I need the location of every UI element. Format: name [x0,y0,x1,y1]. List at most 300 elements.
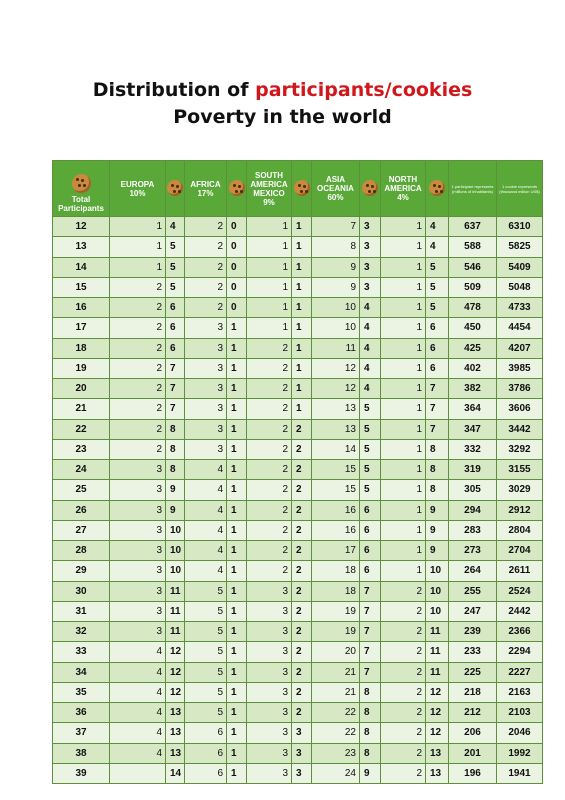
cell-participant-value: 233 [449,642,497,662]
cell-asia: 15 [312,480,360,500]
cell-participant-value: 382 [449,379,497,399]
cell-asia: 10 [312,298,360,318]
cell-europa: 2 [110,277,166,297]
header-north-america-cookie [426,161,449,217]
cell-africa-cookies: 1 [227,500,247,520]
cell-asia-cookies: 6 [360,520,381,540]
cell-north-america-cookies: 7 [426,419,449,439]
cell-cookie-value: 5048 [497,277,543,297]
cell-asia-cookies: 5 [360,419,381,439]
table-row [53,298,543,318]
cell-africa: 6 [185,763,227,783]
cell-europa-cookies: 11 [166,601,185,621]
cell-europa: 3 [110,520,166,540]
cell-participant-value: 294 [449,500,497,520]
cell-total-participants: 29 [53,561,110,581]
cell-africa: 5 [185,662,227,682]
cell-africa: 2 [185,237,227,257]
cell-cookie-value: 3786 [497,379,543,399]
cell-north-america: 1 [381,460,426,480]
cell-participant-value: 509 [449,277,497,297]
cell-cookie-value: 4733 [497,298,543,318]
cell-south-america: 3 [247,662,292,682]
cell-south-america: 2 [247,480,292,500]
cell-europa: 2 [110,358,166,378]
cell-total-participants: 15 [53,277,110,297]
cell-total-participants: 39 [53,763,110,783]
header-asia-label: ASIA OCEANIA 60% [317,175,354,202]
cell-africa: 3 [185,358,227,378]
cell-africa: 2 [185,277,227,297]
cell-africa-cookies: 1 [227,561,247,581]
cell-africa-cookies: 1 [227,419,247,439]
cell-asia: 22 [312,703,360,723]
cell-south-america: 3 [247,581,292,601]
cell-europa-cookies: 10 [166,541,185,561]
cell-total-participants: 37 [53,723,110,743]
cell-north-america-cookies: 11 [426,622,449,642]
cell-asia: 20 [312,642,360,662]
table-row [53,500,543,520]
cell-africa-cookies: 1 [227,318,247,338]
cell-total-participants: 17 [53,318,110,338]
cell-north-america-cookies: 8 [426,480,449,500]
cell-north-america: 1 [381,520,426,540]
cell-south-america: 1 [247,277,292,297]
cell-north-america: 2 [381,763,426,783]
header-participant-label: 1 participant represents (millions of inhabitants) [451,183,494,194]
header-asia-cookie [360,161,381,217]
cell-south-america-cookies: 2 [292,622,312,642]
cell-total-participants: 26 [53,500,110,520]
table-row [53,601,543,621]
cell-south-america: 2 [247,358,292,378]
cell-south-america-cookies: 3 [292,743,312,763]
cell-asia-cookies: 6 [360,541,381,561]
cell-asia: 21 [312,682,360,702]
cell-africa: 5 [185,642,227,662]
cell-africa-cookies: 0 [227,217,247,237]
cell-asia-cookies: 7 [360,622,381,642]
table-row [53,520,543,540]
cell-asia-cookies: 8 [360,703,381,723]
cell-south-america-cookies: 1 [292,358,312,378]
cell-south-america-cookies: 3 [292,723,312,743]
cell-europa: 4 [110,743,166,763]
cell-asia: 14 [312,439,360,459]
table-header-row [53,161,543,217]
cell-north-america-cookies: 9 [426,500,449,520]
cell-africa-cookies: 0 [227,298,247,318]
cell-cookie-value: 2912 [497,500,543,520]
cell-europa: 4 [110,682,166,702]
cell-north-america: 1 [381,480,426,500]
cell-europa-cookies: 8 [166,439,185,459]
cell-north-america-cookies: 6 [426,318,449,338]
cell-participant-value: 637 [449,217,497,237]
cell-asia: 8 [312,237,360,257]
cell-europa: 3 [110,601,166,621]
table-row [53,358,543,378]
cell-participant-value: 283 [449,520,497,540]
distribution-table [52,160,543,784]
cell-africa-cookies: 1 [227,379,247,399]
cell-total-participants: 27 [53,520,110,540]
cell-europa: 2 [110,399,166,419]
cell-europa-cookies: 5 [166,277,185,297]
cell-asia-cookies: 8 [360,743,381,763]
table-row [53,682,543,702]
cell-africa-cookies: 1 [227,480,247,500]
cell-north-america-cookies: 12 [426,723,449,743]
cell-cookie-value: 3155 [497,460,543,480]
cell-asia: 16 [312,520,360,540]
cell-africa: 6 [185,743,227,763]
cell-north-america-cookies: 4 [426,237,449,257]
cell-north-america-cookies: 5 [426,277,449,297]
table-row [53,379,543,399]
cell-south-america-cookies: 2 [292,682,312,702]
cell-asia-cookies: 7 [360,662,381,682]
cell-south-america: 2 [247,379,292,399]
cell-africa: 5 [185,622,227,642]
cell-africa-cookies: 1 [227,541,247,561]
cell-africa-cookies: 0 [227,237,247,257]
cell-asia: 13 [312,419,360,439]
cell-europa: 2 [110,439,166,459]
cell-participant-value: 402 [449,358,497,378]
cell-participant-value: 196 [449,763,497,783]
table-row [53,763,543,783]
cell-north-america: 1 [381,541,426,561]
cell-north-america: 1 [381,358,426,378]
cell-africa: 3 [185,419,227,439]
cell-africa: 3 [185,439,227,459]
table-row [53,338,543,358]
cell-north-america: 2 [381,682,426,702]
cell-north-america-cookies: 5 [426,298,449,318]
cell-total-participants: 24 [53,460,110,480]
cell-participant-value: 247 [449,601,497,621]
cell-europa-cookies: 7 [166,399,185,419]
cell-asia-cookies: 7 [360,642,381,662]
cell-asia-cookies: 3 [360,237,381,257]
cell-north-america: 1 [381,298,426,318]
table-row [53,703,543,723]
cell-africa: 5 [185,601,227,621]
cell-south-america: 2 [247,399,292,419]
cell-cookie-value: 4454 [497,318,543,338]
cell-north-america: 2 [381,642,426,662]
cell-europa-cookies: 8 [166,419,185,439]
header-asia [312,161,360,217]
cell-south-america-cookies: 1 [292,338,312,358]
cell-south-america-cookies: 1 [292,237,312,257]
cell-cookie-value: 2294 [497,642,543,662]
cell-cookie-value: 3029 [497,480,543,500]
cell-south-america: 2 [247,541,292,561]
cell-africa: 4 [185,561,227,581]
cell-asia-cookies: 6 [360,500,381,520]
cell-cookie-value: 6310 [497,217,543,237]
cell-europa-cookies: 7 [166,358,185,378]
cell-africa-cookies: 1 [227,439,247,459]
cell-south-america-cookies: 2 [292,500,312,520]
cell-africa-cookies: 1 [227,642,247,662]
cell-total-participants: 12 [53,217,110,237]
header-total [53,161,110,217]
cell-north-america-cookies: 7 [426,379,449,399]
cell-south-america-cookies: 2 [292,642,312,662]
cell-north-america: 2 [381,581,426,601]
cell-south-america-cookies: 2 [292,662,312,682]
header-south-america [247,161,292,217]
cell-north-america-cookies: 11 [426,642,449,662]
cell-north-america-cookies: 7 [426,399,449,419]
cell-cookie-value: 3292 [497,439,543,459]
cell-asia-cookies: 6 [360,561,381,581]
cell-europa: 3 [110,622,166,642]
cell-total-participants: 32 [53,622,110,642]
cell-europa: 4 [110,703,166,723]
cell-cookie-value: 1941 [497,763,543,783]
cell-total-participants: 16 [53,298,110,318]
cell-north-america: 1 [381,338,426,358]
cell-north-america-cookies: 8 [426,439,449,459]
cell-south-america: 1 [247,257,292,277]
table-row [53,237,543,257]
cell-north-america-cookies: 9 [426,541,449,561]
cell-asia-cookies: 7 [360,601,381,621]
cell-south-america: 3 [247,703,292,723]
cell-europa-cookies: 9 [166,500,185,520]
cell-participant-value: 319 [449,460,497,480]
cell-north-america: 1 [381,561,426,581]
cookie-icon [72,174,91,193]
cell-europa-cookies: 11 [166,622,185,642]
table-row [53,399,543,419]
cell-south-america-cookies: 2 [292,541,312,561]
table-row [53,622,543,642]
cell-asia-cookies: 3 [360,217,381,237]
cell-south-america: 3 [247,743,292,763]
cell-africa: 3 [185,379,227,399]
cell-africa: 2 [185,217,227,237]
cell-europa-cookies: 12 [166,662,185,682]
cell-africa: 4 [185,541,227,561]
cell-europa [110,763,166,783]
cell-north-america: 1 [381,217,426,237]
title-prefix: Distribution of [92,79,256,101]
header-africa [185,161,227,217]
cell-south-america-cookies: 2 [292,581,312,601]
cell-europa: 1 [110,257,166,277]
cell-south-america: 2 [247,561,292,581]
header-north-america-label: NORTH AMERICA 4% [384,175,422,202]
cell-participant-value: 425 [449,338,497,358]
cell-cookie-value: 2442 [497,601,543,621]
cell-south-america-cookies: 2 [292,601,312,621]
cell-europa-cookies: 12 [166,642,185,662]
cell-south-america-cookies: 1 [292,217,312,237]
cell-asia: 17 [312,541,360,561]
cell-europa-cookies: 12 [166,682,185,702]
cell-participant-value: 450 [449,318,497,338]
cell-europa-cookies: 8 [166,460,185,480]
cell-asia-cookies: 5 [360,480,381,500]
cell-africa: 4 [185,480,227,500]
cell-asia-cookies: 8 [360,723,381,743]
cell-south-america-cookies: 2 [292,480,312,500]
cell-europa: 1 [110,237,166,257]
cell-south-america: 1 [247,237,292,257]
table-row [53,277,543,297]
cell-asia-cookies: 4 [360,338,381,358]
cell-south-america-cookies: 2 [292,439,312,459]
cell-cookie-value: 2046 [497,723,543,743]
header-north-america [381,161,426,217]
cell-africa: 2 [185,298,227,318]
cell-south-america: 3 [247,682,292,702]
header-europa [110,161,166,217]
cell-cookie-value: 2163 [497,682,543,702]
cell-total-participants: 14 [53,257,110,277]
cell-south-america: 3 [247,723,292,743]
cell-cookie-value: 3442 [497,419,543,439]
cell-south-america: 2 [247,338,292,358]
cell-north-america: 2 [381,662,426,682]
cell-total-participants: 18 [53,338,110,358]
cell-asia: 12 [312,379,360,399]
cell-north-america: 1 [381,257,426,277]
table-row [53,439,543,459]
cell-europa-cookies: 7 [166,379,185,399]
cell-north-america: 1 [381,419,426,439]
cell-south-america-cookies: 2 [292,460,312,480]
cell-africa-cookies: 1 [227,581,247,601]
cell-europa: 3 [110,541,166,561]
cell-asia: 11 [312,338,360,358]
cell-asia: 12 [312,358,360,378]
cell-south-america: 2 [247,460,292,480]
cell-cookie-value: 4207 [497,338,543,358]
cell-europa: 3 [110,581,166,601]
cell-participant-value: 332 [449,439,497,459]
cell-participant-value: 478 [449,298,497,318]
cell-north-america-cookies: 10 [426,601,449,621]
cell-total-participants: 21 [53,399,110,419]
cookie-icon [429,180,445,196]
cell-north-america: 2 [381,601,426,621]
cell-south-america-cookies: 2 [292,703,312,723]
cell-north-america-cookies: 5 [426,257,449,277]
cell-africa: 6 [185,723,227,743]
cell-south-america: 2 [247,500,292,520]
cell-europa-cookies: 5 [166,257,185,277]
cell-cookie-value: 5409 [497,257,543,277]
cell-africa: 5 [185,581,227,601]
cell-north-america: 1 [381,318,426,338]
cell-asia: 23 [312,743,360,763]
cell-africa-cookies: 1 [227,763,247,783]
cell-africa: 2 [185,257,227,277]
cell-cookie-value: 2524 [497,581,543,601]
cell-participant-value: 364 [449,399,497,419]
cell-participant-value: 588 [449,237,497,257]
cell-asia-cookies: 4 [360,298,381,318]
cell-cookie-value: 3985 [497,358,543,378]
cell-africa-cookies: 0 [227,257,247,277]
cell-south-america: 3 [247,642,292,662]
cell-north-america-cookies: 12 [426,703,449,723]
cell-total-participants: 25 [53,480,110,500]
cell-south-america-cookies: 1 [292,379,312,399]
cell-africa-cookies: 1 [227,622,247,642]
cookie-icon [167,180,183,196]
cell-asia: 7 [312,217,360,237]
cell-total-participants: 30 [53,581,110,601]
cell-south-america: 1 [247,318,292,338]
cell-asia: 9 [312,277,360,297]
cell-africa-cookies: 0 [227,277,247,297]
cell-north-america: 1 [381,399,426,419]
cell-europa: 3 [110,561,166,581]
cell-north-america-cookies: 10 [426,561,449,581]
cell-europa: 2 [110,338,166,358]
cell-asia: 10 [312,318,360,338]
cell-africa-cookies: 1 [227,703,247,723]
cell-europa: 3 [110,460,166,480]
cell-europa-cookies: 10 [166,561,185,581]
cell-europa: 3 [110,500,166,520]
cell-participant-value: 347 [449,419,497,439]
table-row [53,723,543,743]
cell-south-america: 2 [247,419,292,439]
cell-europa-cookies: 13 [166,743,185,763]
cell-asia: 18 [312,561,360,581]
cell-total-participants: 35 [53,682,110,702]
cell-africa-cookies: 1 [227,662,247,682]
cell-north-america-cookies: 6 [426,338,449,358]
cell-europa-cookies: 6 [166,338,185,358]
cell-south-america: 3 [247,622,292,642]
cell-europa: 2 [110,318,166,338]
cookie-icon [229,180,245,196]
table-row [53,743,543,763]
cell-asia: 15 [312,460,360,480]
cell-south-america: 1 [247,298,292,318]
cell-cookie-value: 2103 [497,703,543,723]
cell-africa-cookies: 1 [227,338,247,358]
cell-asia: 9 [312,257,360,277]
cell-europa-cookies: 13 [166,703,185,723]
cell-europa: 4 [110,642,166,662]
cell-north-america: 2 [381,622,426,642]
cell-asia: 16 [312,500,360,520]
header-cookie [497,161,543,217]
cell-cookie-value: 2227 [497,662,543,682]
header-south-america-cookie [292,161,312,217]
cell-north-america-cookies: 8 [426,460,449,480]
cell-cookie-value: 1992 [497,743,543,763]
header-africa-label: AFRICA 17% [190,179,221,198]
cell-total-participants: 23 [53,439,110,459]
cell-asia-cookies: 3 [360,257,381,277]
cell-africa: 3 [185,318,227,338]
table-row [53,541,543,561]
cell-cookie-value: 2366 [497,622,543,642]
cell-participant-value: 239 [449,622,497,642]
